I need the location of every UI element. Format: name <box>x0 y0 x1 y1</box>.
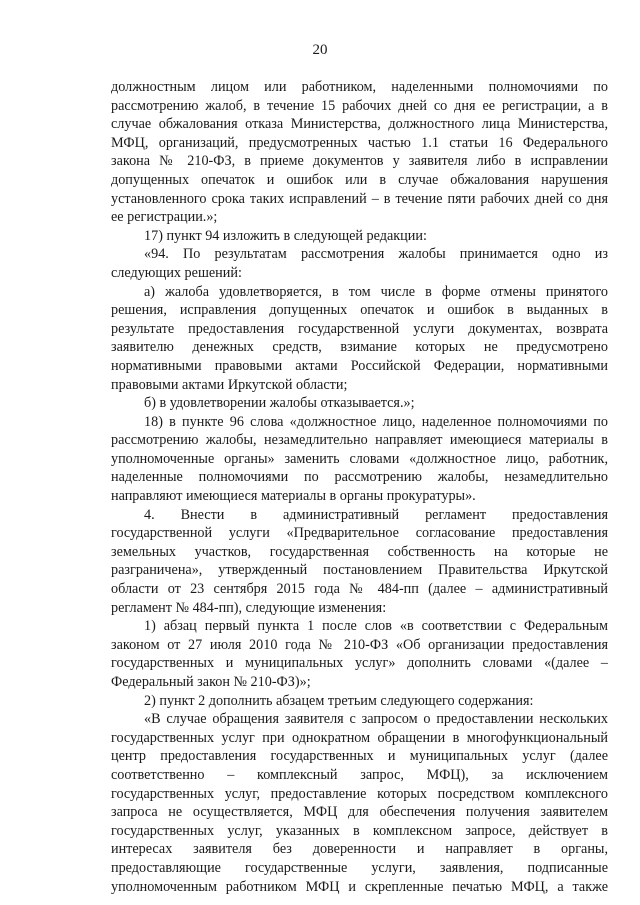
text-line: законом от 27 июля 2010 года № 210-ФЗ «Об организации предоставления <box>111 636 608 653</box>
text-line: 2) пункт 2 дополнить абзацем третьим следующего содержания: <box>144 692 534 709</box>
text-line: направляют имеющиеся материалы в органы прокуратуры». <box>111 488 476 505</box>
text-line: Федеральный закон № 210-ФЗ)»; <box>111 674 311 690</box>
text-line: рассмотрению жалоб, в течение 15 рабочих дней со дня ее регистрации, а в <box>111 97 608 114</box>
text-line: «В случае обращения заявителя с запросом о предоставлении нескольких <box>144 711 608 728</box>
text-line: результате предоставления государственной услуги документах, возврата <box>111 320 608 337</box>
text-line: правовыми актами Иркутской области; <box>111 376 348 393</box>
text-line: МФЦ, организаций, предусмотренных частью 1.1 статьи 16 Федерального <box>111 134 608 151</box>
text-line: области от 23 сентября 2015 года № 484-пп (далее – административный <box>111 581 608 598</box>
text-line: следующих решений: <box>111 264 242 281</box>
text-line: б) в удовлетворении жалобы отказывается.»; <box>144 395 415 412</box>
text-line: центр предоставления государственных и муниципальных услуг (далее <box>111 748 608 765</box>
text-line: «94. По результатам рассмотрения жалобы принимается одно из <box>144 246 608 263</box>
text-line: рассмотрению жалобы, незамедлительно направляет имеющиеся материалы в <box>111 432 608 449</box>
text-line: регламент № 484-пп), следующие изменения: <box>111 599 387 616</box>
text-line: должностным лицом или работником, наделенными полномочиями по <box>111 79 608 95</box>
text-line: соответственно – комплексный запрос, МФЦ), за исключением <box>111 766 608 783</box>
text-line: ее регистрации.»; <box>111 209 218 226</box>
text-line: решения, исправления допущенных опечаток и ошибок в выданных в <box>111 302 608 319</box>
text-line: уполномоченные органы» заменить словами «должностное лицо, работник, <box>111 450 608 467</box>
text-line: государственной услуги «Предварительное согласование предоставления <box>111 525 608 542</box>
text-line: уполномоченным работником МФЦ и скрепленные печатью МФЦ, а также <box>111 878 608 895</box>
text-line: заявителю денежных средств, взимание которых не предусмотрено <box>111 339 608 356</box>
text-line: запроса не осуществляется, МФЦ для обеспечения получения заявителем <box>111 804 608 821</box>
text-line: наделенные полномочиями по рассмотрению жалобы, незамедлительно <box>111 469 608 486</box>
text-line: установленного срока таких исправлений – в течение пяти рабочих дней со дня <box>111 190 608 207</box>
text-line: допущенных опечаток и ошибок или в случае обжалования нарушения <box>111 171 608 188</box>
text-line: 18) в пункте 96 слова «должностное лицо, наделенное полномочиями по <box>144 413 608 430</box>
text-line: разграничена», утвержденный постановлением Правительства Иркутской <box>111 562 608 579</box>
text-line: 4. Внести в административный регламент предоставления <box>144 506 608 523</box>
text-line: государственных услуг, указанных в комплексном запросе, действует в <box>111 822 608 839</box>
text-line: случае обжалования отказа Министерства, должностного лица Министерства, <box>111 116 608 133</box>
page-number: 20 <box>312 42 328 58</box>
text-line: государственных услуг, предоставление которых посредством комплексного <box>111 785 608 802</box>
text-line: государственных услуг при однократном обращении в многофункциональный <box>111 729 608 746</box>
text-line: земельных участков, государственная собственность на которые не <box>111 543 608 560</box>
text-line: нормативными правовыми актами Российской Федерации, нормативными <box>111 357 608 374</box>
document-body <box>111 78 608 896</box>
text-line: а) жалоба удовлетворяется, в том числе в форме отмены принятого <box>144 283 608 300</box>
text-line: предоставляющие государственные услуги, заявления, подписанные <box>111 859 608 876</box>
text-line: 17) пункт 94 изложить в следующей редакции: <box>144 227 427 244</box>
text-line: закона № 210-ФЗ, в приеме документов у заявителя либо в исправлении <box>111 153 608 170</box>
text-line: государственных и муниципальных услуг» дополнить словами «(далее – <box>111 655 608 672</box>
text-line: 1) абзац первый пункта 1 после слов «в соответствии с Федеральным <box>144 618 608 635</box>
text-line: интересах заявителя без доверенности и направляет в органы, <box>111 841 608 858</box>
